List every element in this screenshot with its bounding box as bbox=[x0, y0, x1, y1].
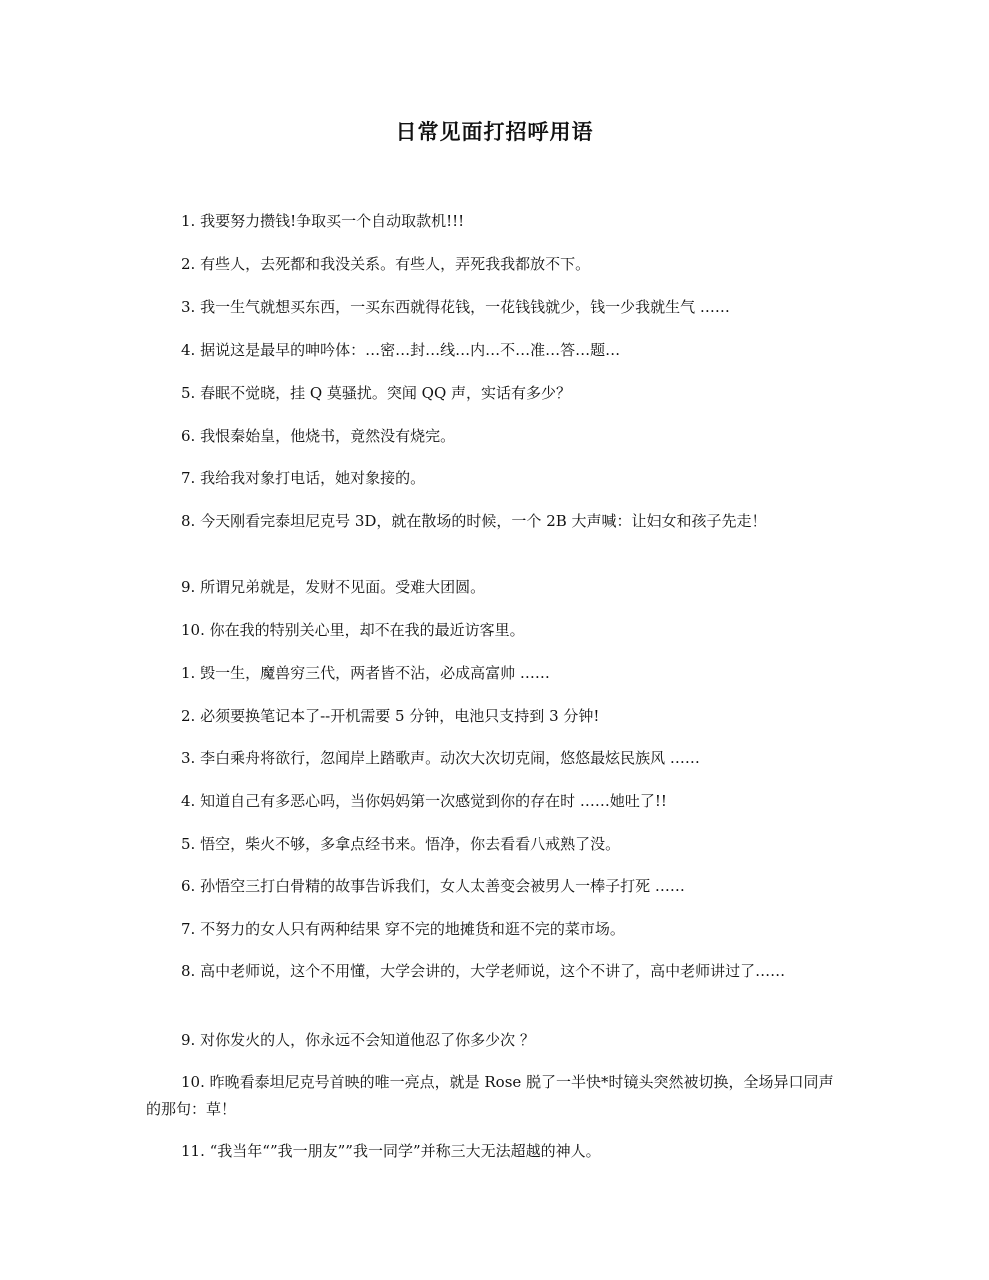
list-item: 10. 你在我的特别关心里，却不在我的最近访客里。 bbox=[181, 621, 525, 639]
list-item: 7. 我给我对象打电话，她对象接的。 bbox=[181, 469, 426, 487]
list-item: 1. 我要努力攒钱!争取买一个自动取款机!!! bbox=[181, 212, 465, 230]
list-item: 4. 据说这是最早的呻吟体：…密…封…线…内…不…准…答…题… bbox=[181, 341, 621, 359]
list-item: 3. 我一生气就想买东西，一买东西就得花钱，一花钱钱就少，钱一少我就生气 …… bbox=[181, 298, 730, 316]
list-item: 1. 毁一生，魔兽穷三代，两者皆不沾，必成高富帅 …… bbox=[181, 664, 550, 682]
list-item: 2. 必须要换笔记本了--开机需要 5 分钟，电池只支持到 3 分钟! bbox=[181, 707, 600, 725]
list-item: 9. 所谓兄弟就是，发财不见面。受难大团圆。 bbox=[181, 578, 486, 596]
list-item: 5. 春眠不觉晓，挂 Q 莫骚扰。突闻 QQ 声，实话有多少？ bbox=[181, 384, 572, 402]
list-item: 3. 李白乘舟将欲行，忽闻岸上踏歌声。动次大次切克闹，悠悠最炫民族风 …… bbox=[181, 749, 700, 767]
list-item: 5. 悟空，柴火不够，多拿点经书来。悟净，你去看看八戒熟了没。 bbox=[181, 835, 621, 853]
list-item: 7. 不努力的女人只有两种结果 穿不完的地摊货和逛不完的菜市场。 bbox=[181, 920, 625, 938]
list-item-wrapped: 11. “我当年“”我一朋友””我一同学”并称三大无法超越的神人。 bbox=[181, 1142, 601, 1160]
document-title: 日常见面打招呼用语 bbox=[395, 119, 594, 144]
list-item: 8. 今天刚看完泰坦尼克号 3D，就在散场的时候，一个 2B 大声喊：让妇女和孩子先走！ bbox=[181, 512, 767, 530]
list-item: 4. 知道自己有多恶心吗，当你妈妈第一次感觉到你的存在时 ……她吐了!! bbox=[181, 792, 667, 810]
list-item-wrapped: 10. 昨晚看泰坦尼克号首映的唯一亮点，就是 Rose 脱了一半快*时镜头突然被切换，全场异口同声的那句：草！ bbox=[146, 1073, 834, 1118]
list-item: 2. 有些人，去死都和我没关系。有些人，弄死我我都放不下。 bbox=[181, 255, 591, 273]
list-item-wrapped: 9. 对你发火的人，你永远不会知道他忍了你多少次 ？ bbox=[181, 1031, 535, 1049]
list-item: 6. 孙悟空三打白骨精的故事告诉我们，女人太善变会被男人一棒子打死 …… bbox=[181, 877, 685, 895]
list-item: 6. 我恨秦始皇，他烧书，竟然没有烧完。 bbox=[181, 427, 456, 445]
list-item-wrapped: 8. 高中老师说，这个不用懂，大学会讲的，大学老师说，这个不讲了，高中老师讲过了…… bbox=[181, 962, 786, 980]
